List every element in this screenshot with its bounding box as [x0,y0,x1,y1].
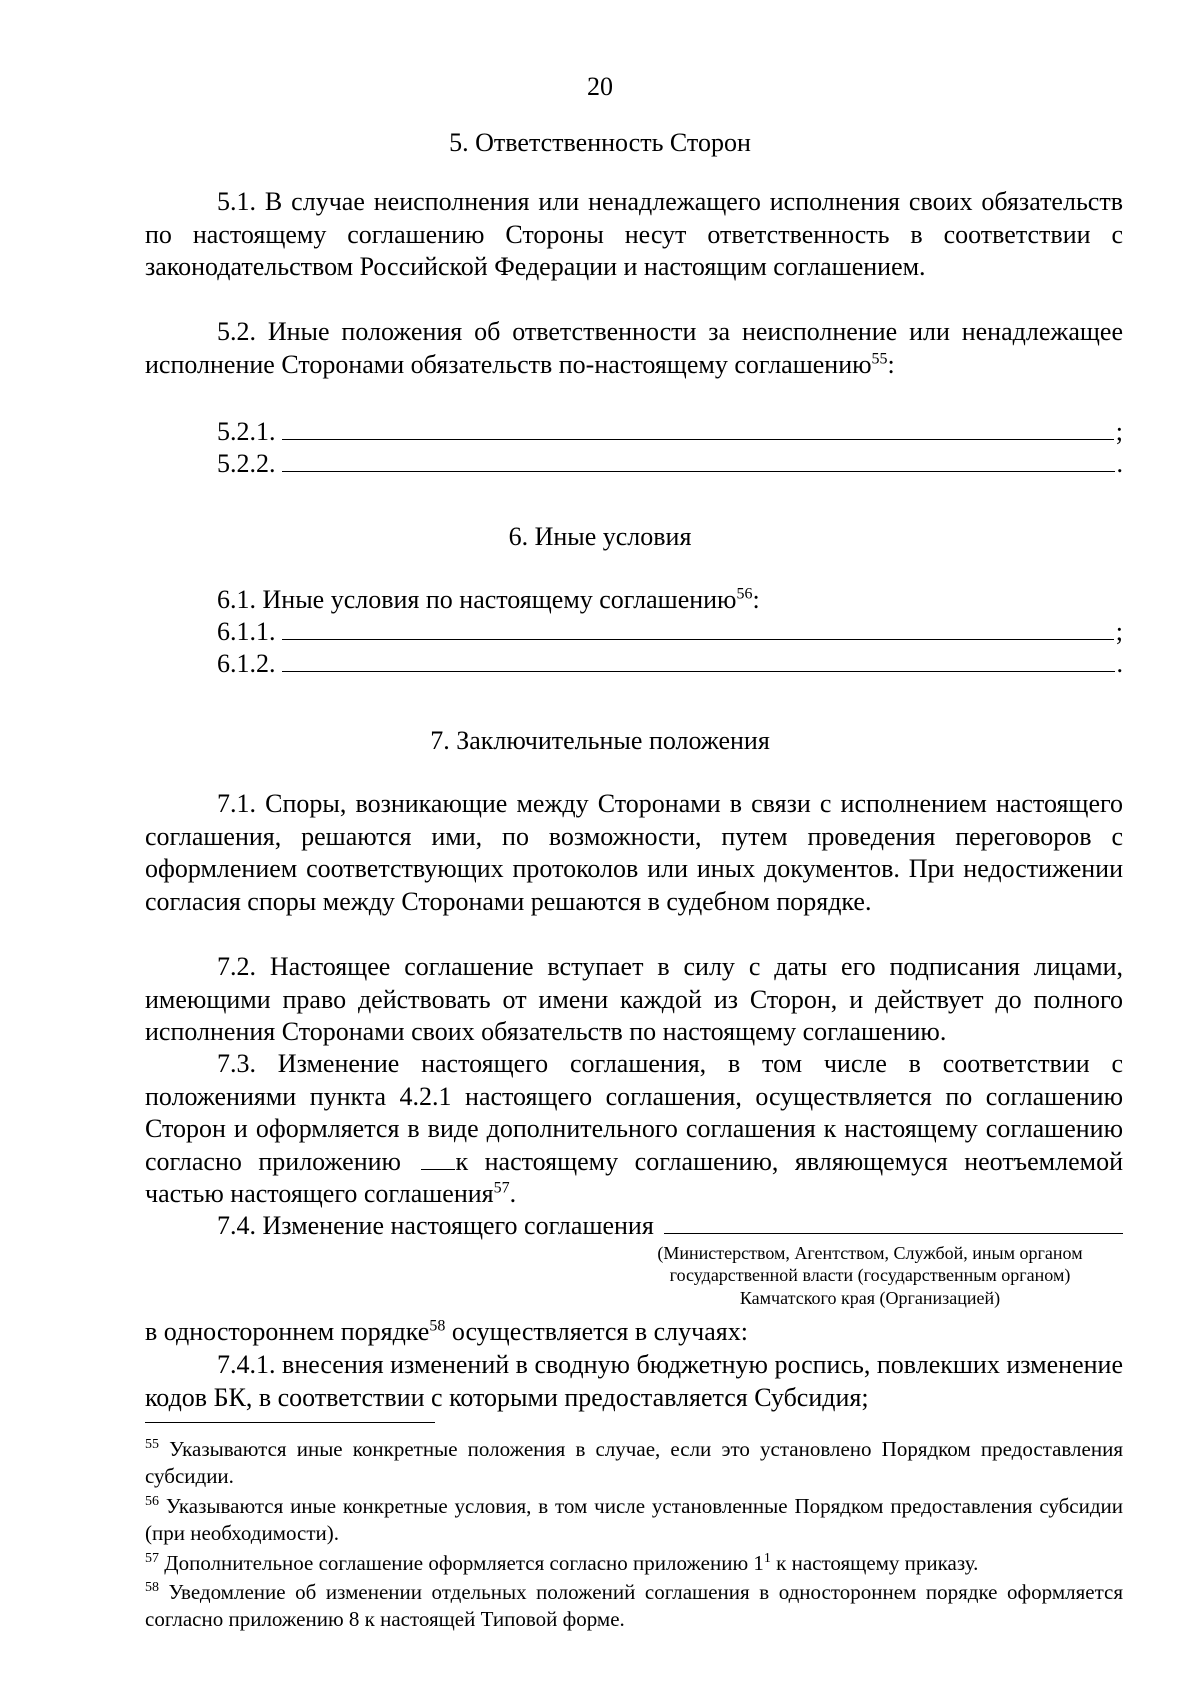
blank-item-5-2-2 [217,448,1123,480]
footnote-57-text: Дополнительное соглашение оформляется согласно приложению 1 [159,1551,764,1575]
blank-item-6-1-2 [217,648,1123,680]
item-number-5-2-1: 5.2.1. [217,417,276,446]
paragraph-7-4-line [217,1210,1123,1242]
footnote-ref-58: 58 [429,1317,446,1335]
paragraph-7-2 [145,951,1123,1049]
paragraph-6-1-text: 6.1. Иные условия по настоящему соглашению [217,585,737,614]
item-number-6-1-1: 6.1.1. [217,617,276,646]
section-5-title: 5. Ответственность Сторон [449,128,751,157]
paragraph-5-1 [145,186,1123,284]
item-end-6-1-1: ; [1115,617,1123,646]
footnote-56-text: Указываются иные конкретные условия, в том числе установленные Порядком предоставления субсидии (при необходимости). [145,1494,1123,1545]
paragraph-7-2-text: 7.2. Настоящее соглашение вступает в силу с даты его подписания лицами, имеющими право действовать от имени каждой из Сторон, и действует до полного исполнения Сторонами своих обязательств по настоящему соглашению. [145,952,1123,1046]
page-number: 20 [587,72,613,101]
footnote-ref-55: 55 [871,349,888,367]
footnote-mark-57: 57 [145,1551,159,1566]
paragraph-7-3-text-a: 7.3. Изменение настоящего соглашения, в том числе в соответствии с положениями пункта 4.2.1 настоящего соглашения, осуществляется по соглашению Сторон и оформляется в виде дополнительного соглашения к настоящему соглашению согласно приложению [145,1049,1123,1176]
blank-item-5-2-1 [217,416,1123,448]
paragraph-7-3 [145,1048,1123,1211]
item-number-5-2-2: 5.2.2. [217,449,276,478]
paragraph-5-2 [145,316,1123,381]
fill-line-organ-name[interactable] [664,1211,1123,1234]
fill-line-6-1-1[interactable] [282,617,1114,640]
footnote-mark-58: 58 [145,1580,159,1595]
fill-line-5-2-2[interactable] [282,449,1115,472]
organ-caption-line-1: (Министерством, Агентством, Службой, иным органом [657,1243,1083,1263]
fill-line-6-1-2[interactable] [282,649,1115,672]
paragraph-7-3-end: . [509,1179,517,1208]
paragraph-7-3-text-b: к настоящему соглашению, являющемуся неотъемлемой частью настоящего соглашения [145,1146,1123,1208]
paragraph-7-1-text: 7.1. Споры, возникающие между Сторонами в связи с исполнением настоящего соглашения, решаются ими, по возможности, путем проведения переговоров с оформлением соответствующих протоколов или иных документов. При недостижении согласия споры между Сторонами решаются в судебном порядке. [145,789,1123,916]
paragraph-7-4-cont-text: в одностороннем порядке [145,1317,430,1346]
footnote-58 [145,1579,1123,1633]
fill-line-5-2-1[interactable] [282,417,1114,440]
paragraph-7-4-1 [145,1349,1123,1414]
paragraph-6-1-end: : [752,585,760,614]
paragraph-7-4-text: 7.4. Изменение настоящего соглашения [217,1211,654,1240]
footnote-ref-57: 57 [493,1179,510,1197]
organ-caption-line-2: государственной власти (государственным органом) [669,1265,1071,1285]
paragraph-5-2-end: : [887,349,895,379]
item-number-6-1-2: 6.1.2. [217,649,276,678]
paragraph-5-1-text: 5.1. В случае неисполнения или ненадлежащего исполнения своих обязательств по настоящему соглашению Стороны несут ответственность в соответствии с законодательством Российской Федерации и настоящим соглашением. [145,187,1123,281]
organ-caption-line-3: Камчатского края (Организацией) [739,1288,1001,1308]
paragraph-6-1 [145,584,1123,617]
footnote-57-text-end: к настоящему приказу. [770,1551,979,1575]
footnote-58-text: Уведомление об изменении отдельных положений соглашения в одностороннем порядке оформляется согласно приложению 8 к настоящей Типовой форме. [145,1580,1123,1631]
item-end-5-2-2: . [1116,449,1123,478]
footnote-ref-56: 56 [736,585,753,603]
item-end-6-1-2: . [1116,649,1123,678]
footnote-55 [145,1436,1123,1490]
item-end-5-2-1: ; [1115,417,1123,446]
paragraph-5-2-text: 5.2. Иные положения об ответственности за неисполнение или ненадлежащее исполнение Сторонами обязательств по-настоящему соглашению [145,317,1123,379]
footnote-56 [145,1493,1123,1547]
footnote-57-sup: 1 [763,1551,771,1566]
paragraph-7-4-cont-end: осуществляется в случаях: [445,1317,748,1346]
appendix-number-blank[interactable] [421,1149,455,1170]
paragraph-7-1 [145,788,1123,918]
footnote-mark-56: 56 [145,1494,159,1509]
footnote-55-text: Указываются иные конкретные положения в случае, если это установлено Порядком предоставления субсидии. [145,1437,1123,1488]
blank-item-6-1-1 [217,616,1123,648]
footnote-57 [145,1550,1123,1577]
section-6-title: 6. Иные условия [508,522,692,551]
footnote-mark-55: 55 [145,1437,159,1452]
paragraph-7-4-1-text: 7.4.1. внесения изменений в сводную бюджетную роспись, повлекших изменение кодов БК, в соответствии с которыми предоставляется Субсидия; [145,1350,1123,1412]
footnote-separator [145,1422,435,1423]
section-7-title: 7. Заключительные положения [430,726,770,755]
paragraph-7-4-continuation [145,1316,1123,1349]
